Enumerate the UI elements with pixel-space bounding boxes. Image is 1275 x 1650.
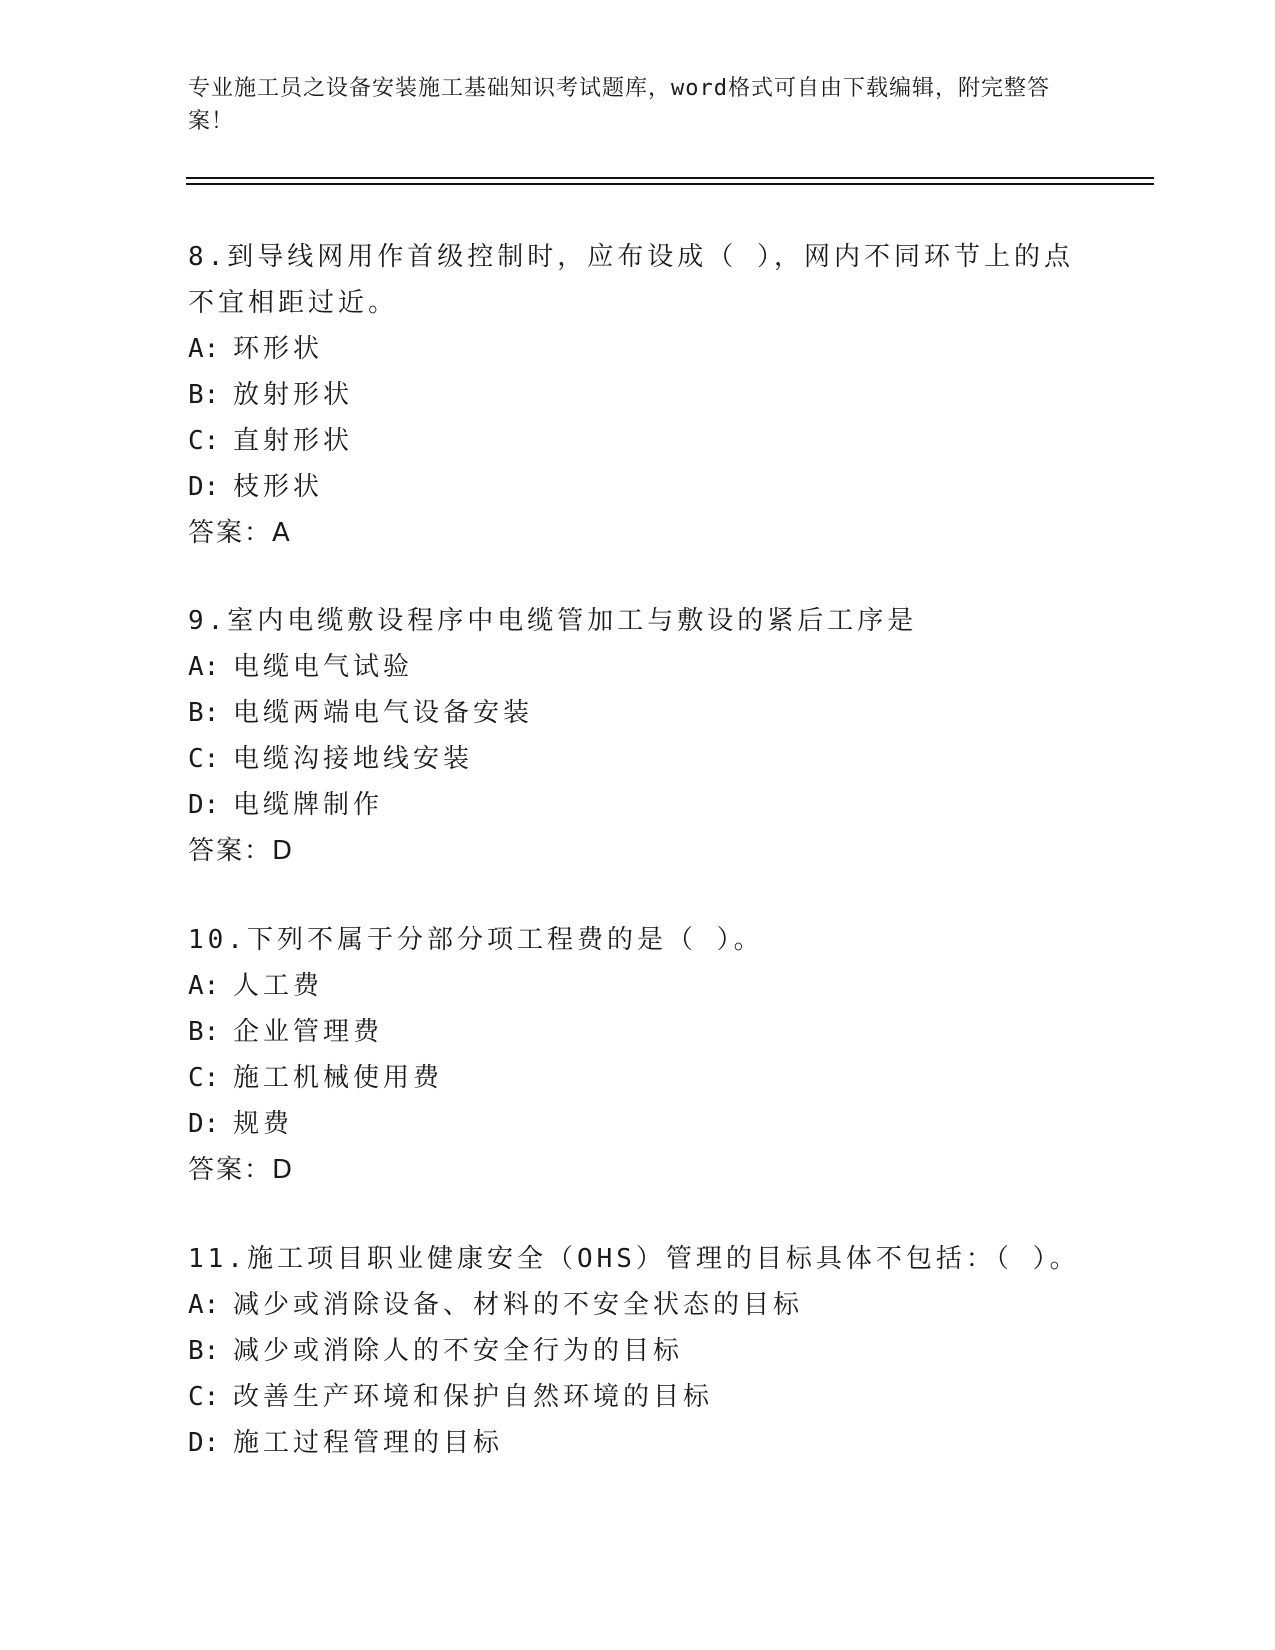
answer-line: 答案：D [188, 836, 295, 866]
option-key: D: [188, 1428, 220, 1458]
option-a [188, 963, 1088, 1009]
option-key: A: [188, 971, 220, 1001]
option-key: D: [188, 790, 220, 820]
option-key: A: [188, 1290, 220, 1320]
option-key: B: [188, 380, 220, 410]
question-stem: 9.室内电缆敷设程序中电缆管加工与敷设的紧后工序是 [188, 606, 918, 636]
option-a [188, 326, 1088, 372]
option-text: 放射形状 [233, 380, 354, 410]
option-text: 电缆电气试验 [233, 652, 414, 682]
option-b [188, 690, 1088, 736]
option-text: 减少或消除人的不安全行为的目标 [233, 1336, 684, 1366]
answer-line: 答案：D [188, 1155, 295, 1185]
option-a [188, 1282, 1088, 1328]
option-key: C: [188, 426, 220, 456]
option-text: 环形状 [233, 334, 324, 364]
question-stem: 11.施工项目职业健康安全（OHS）管理的目标具体不包括：（ ）。 [188, 1244, 1080, 1274]
header-divider-bottom [186, 183, 1154, 185]
option-b [188, 372, 1088, 418]
question-10 [188, 917, 1088, 1193]
option-d [188, 782, 1088, 828]
option-text: 电缆沟接地线安装 [233, 744, 474, 774]
option-text: 电缆两端电气设备安装 [233, 698, 534, 728]
question-stem: 10.下列不属于分部分项工程费的是（ ）。 [188, 925, 764, 955]
question-11 [188, 1236, 1088, 1466]
header-intro-text: 专业施工员之设备安装施工基础知识考试题库，word格式可自由下载编辑，附完整答案！ [188, 76, 1050, 134]
option-a [188, 644, 1088, 690]
option-text: 枝形状 [233, 472, 324, 502]
option-text: 人工费 [233, 971, 324, 1001]
option-text: 电缆牌制作 [233, 790, 384, 820]
option-text: 减少或消除设备、材料的不安全状态的目标 [233, 1290, 804, 1320]
option-text: 施工过程管理的目标 [233, 1428, 504, 1458]
option-d [188, 464, 1088, 510]
answer-line: 答案：A [188, 518, 292, 548]
option-text: 改善生产环境和保护自然环境的目标 [233, 1382, 714, 1412]
option-text: 规费 [233, 1109, 294, 1139]
option-key: C: [188, 1063, 220, 1093]
option-d [188, 1420, 1088, 1466]
option-key: D: [188, 1109, 220, 1139]
option-c [188, 1374, 1088, 1420]
option-text: 直射形状 [233, 426, 354, 456]
option-key: B: [188, 1017, 220, 1047]
option-key: A: [188, 652, 220, 682]
question-stem: 8.到导线网用作首级控制时，应布设成（ ），网内不同环节上的点不宜相距过近。 [188, 242, 1074, 318]
option-d [188, 1101, 1088, 1147]
option-key: B: [188, 698, 220, 728]
option-key: A: [188, 334, 220, 364]
option-c [188, 736, 1088, 782]
question-9 [188, 598, 1088, 874]
option-b [188, 1328, 1088, 1374]
header-divider-top [186, 177, 1154, 179]
option-c [188, 418, 1088, 464]
option-c [188, 1055, 1088, 1101]
option-text: 施工机械使用费 [233, 1063, 444, 1093]
option-key: D: [188, 472, 220, 502]
option-b [188, 1009, 1088, 1055]
option-text: 企业管理费 [233, 1017, 384, 1047]
option-key: C: [188, 1382, 220, 1412]
document-header [188, 72, 1068, 138]
option-key: B: [188, 1336, 220, 1366]
question-8 [188, 234, 1088, 556]
option-key: C: [188, 744, 220, 774]
